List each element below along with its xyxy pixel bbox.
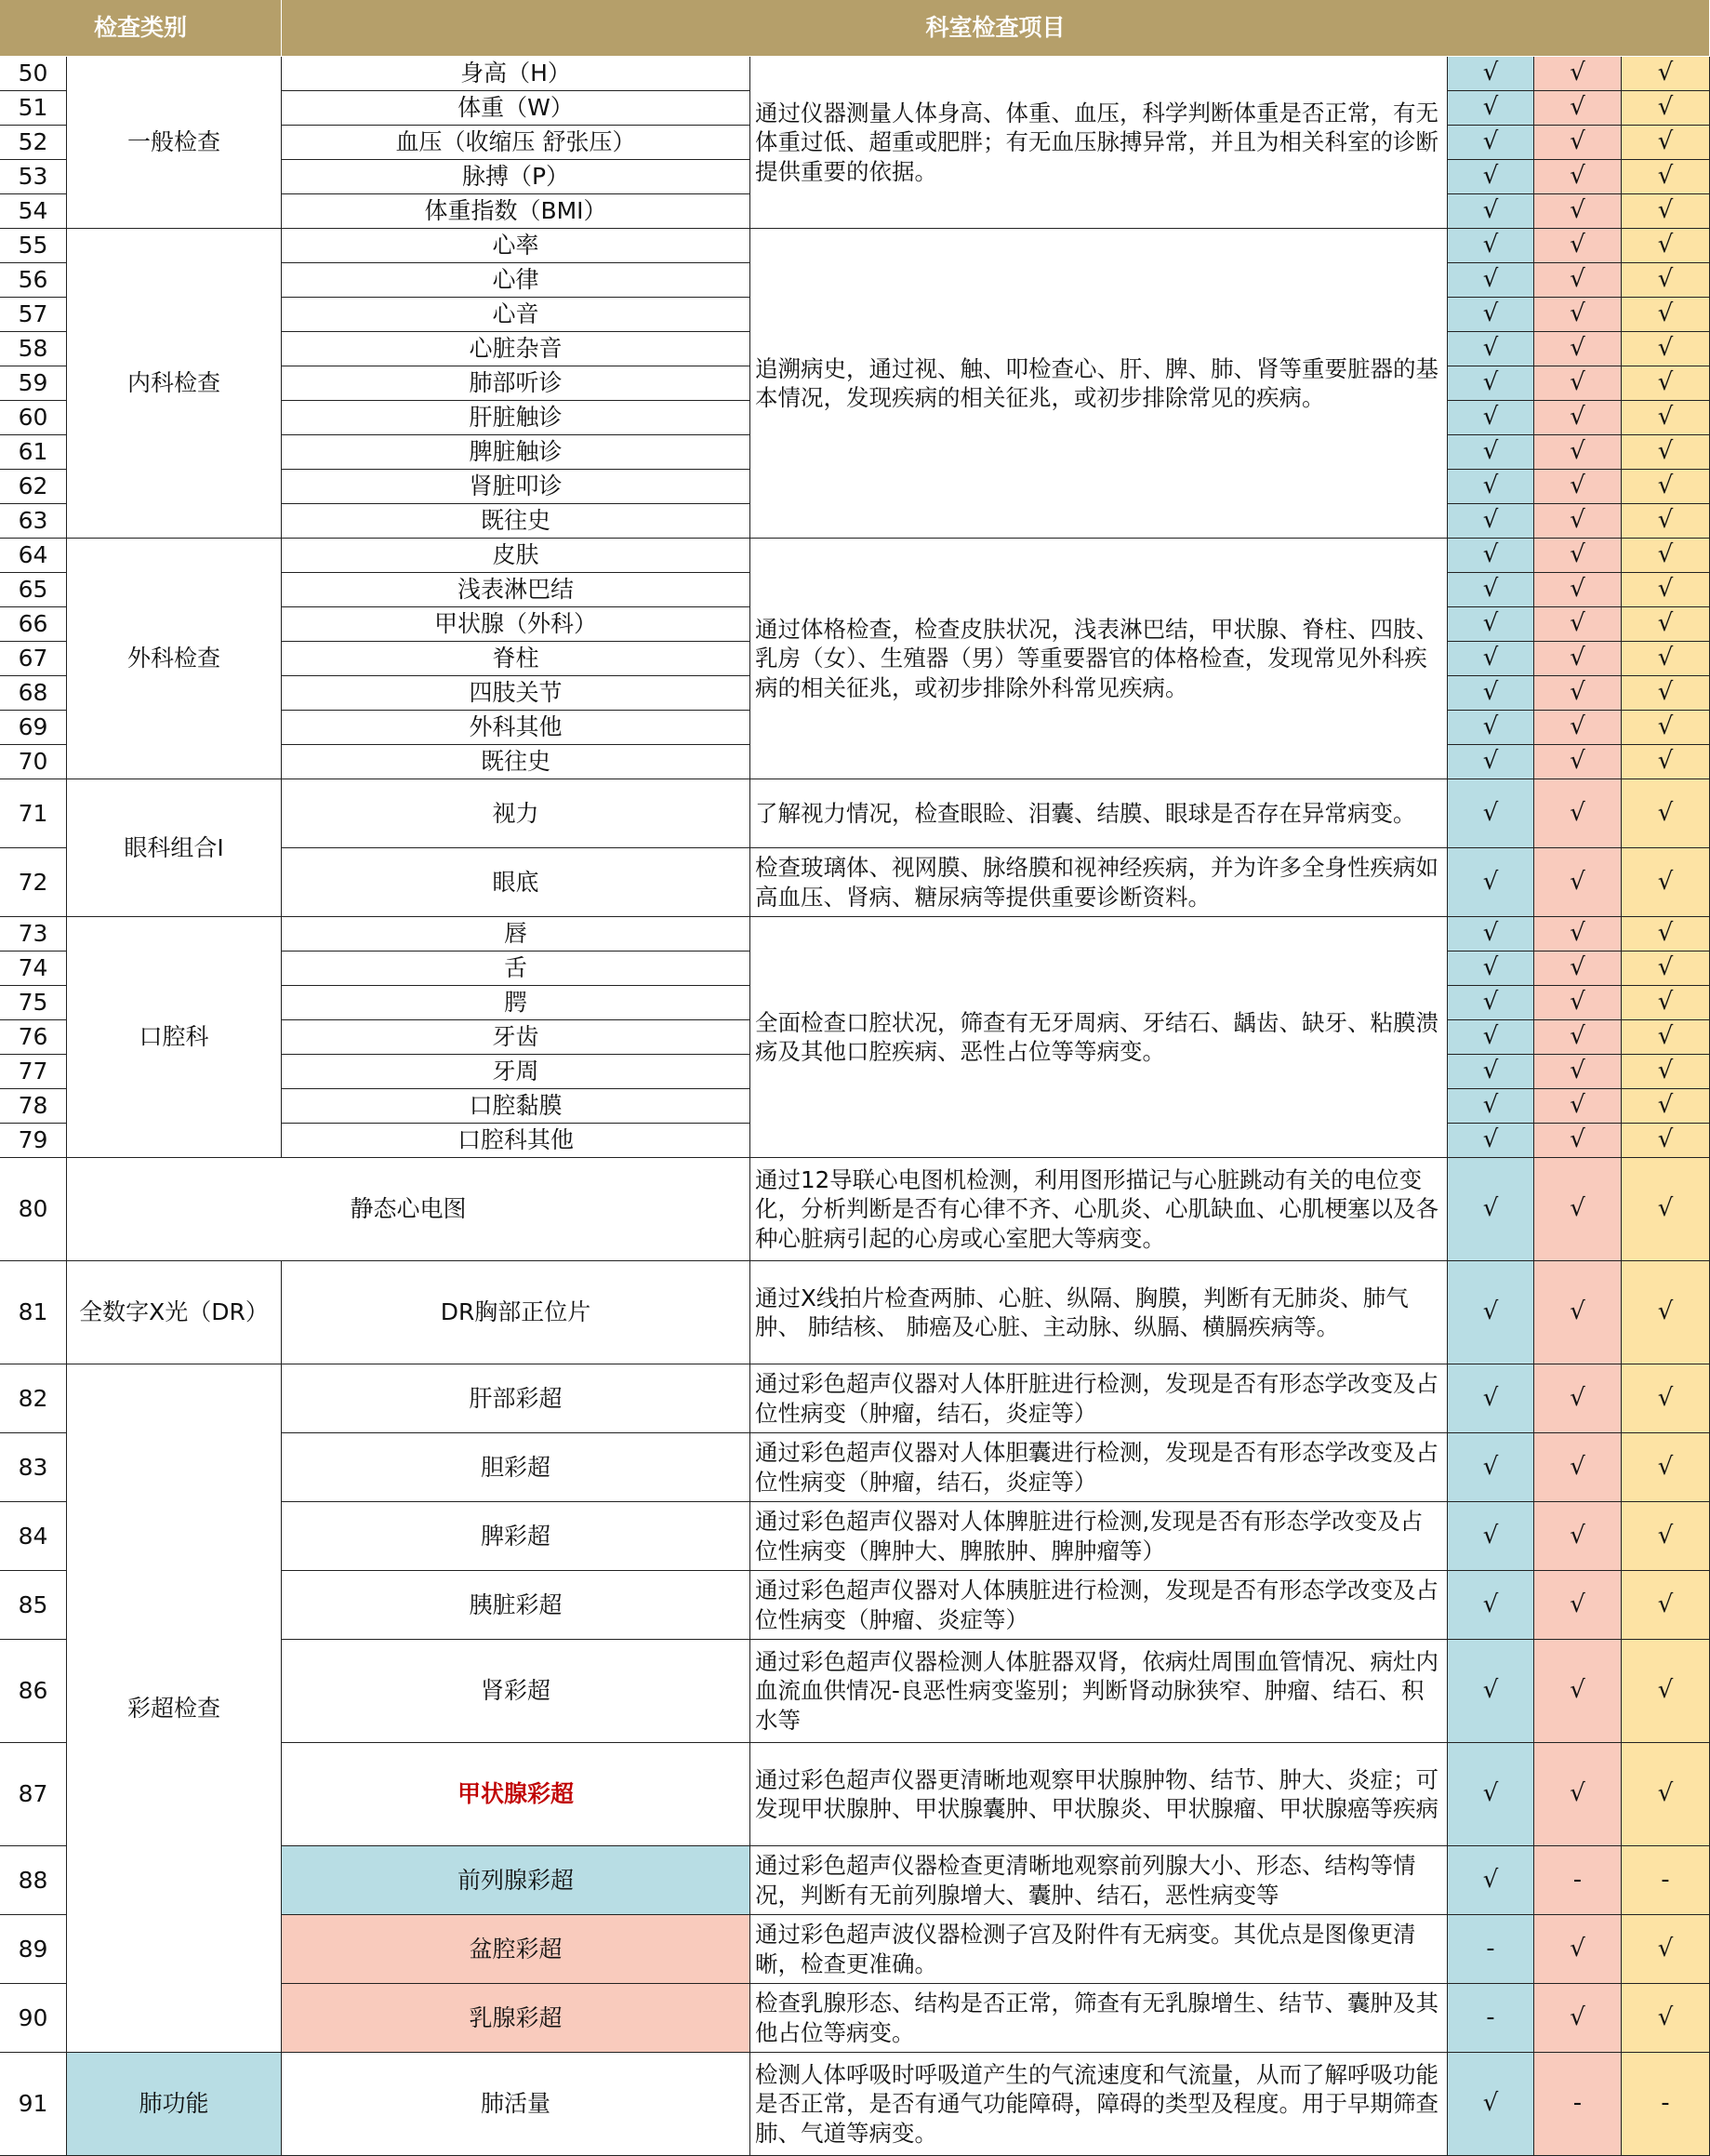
female-unmarried-mark: √ — [1622, 779, 1710, 848]
female-married-mark: √ — [1534, 952, 1622, 986]
male-mark: √ — [1448, 1261, 1534, 1364]
female-unmarried-mark: √ — [1622, 1743, 1710, 1846]
male-mark: √ — [1448, 711, 1534, 745]
female-married-mark: √ — [1534, 917, 1622, 952]
female-married-mark: √ — [1534, 194, 1622, 229]
female-unmarried-mark: √ — [1622, 126, 1710, 160]
female-unmarried-mark: √ — [1622, 1055, 1710, 1089]
row-number: 56 — [0, 263, 67, 298]
male-mark: √ — [1448, 2053, 1534, 2156]
male-mark: √ — [1448, 160, 1534, 194]
item-name: 肺活量 — [282, 2053, 750, 2156]
female-unmarried-mark: √ — [1622, 1915, 1710, 1984]
female-unmarried-mark: √ — [1622, 986, 1710, 1020]
item-name: 胰脏彩超 — [282, 1571, 750, 1640]
item-name: 前列腺彩超 — [282, 1846, 750, 1915]
item-name: 身高（H） — [282, 57, 750, 91]
female-married-mark: √ — [1534, 1433, 1622, 1502]
female-married-mark: √ — [1534, 126, 1622, 160]
male-mark: √ — [1448, 263, 1534, 298]
male-mark: √ — [1448, 332, 1534, 366]
female-unmarried-mark: √ — [1622, 366, 1710, 401]
male-mark: √ — [1448, 1158, 1534, 1261]
female-married-mark: √ — [1534, 1089, 1622, 1124]
female-unmarried-mark: √ — [1622, 676, 1710, 711]
item-name: 血压（收缩压 舒张压） — [282, 126, 750, 160]
row-number: 60 — [0, 401, 67, 435]
row-number: 50 — [0, 57, 67, 91]
row-number: 71 — [0, 779, 67, 848]
female-unmarried-mark: √ — [1622, 1433, 1710, 1502]
item-name: 牙周 — [282, 1055, 750, 1089]
item-name: 体重（W） — [282, 91, 750, 126]
item-name: 脾彩超 — [282, 1502, 750, 1571]
row-number: 78 — [0, 1089, 67, 1124]
male-mark: √ — [1448, 848, 1534, 917]
row-number: 52 — [0, 126, 67, 160]
female-married-mark: √ — [1534, 607, 1622, 642]
item-description: 通过X线拍片检查两肺、心脏、纵隔、胸膜，判断有无肺炎、肺气肿、 肺结核、 肺癌及心脏、主动脉、纵膈、横膈疾病等。 — [750, 1261, 1448, 1364]
male-mark: √ — [1448, 1089, 1534, 1124]
female-married-mark: √ — [1534, 401, 1622, 435]
female-unmarried-mark: √ — [1622, 1571, 1710, 1640]
female-married-mark: √ — [1534, 676, 1622, 711]
female-married-mark: √ — [1534, 1640, 1622, 1743]
male-mark: √ — [1448, 470, 1534, 504]
row-number: 73 — [0, 917, 67, 952]
female-unmarried-mark: √ — [1622, 1124, 1710, 1158]
female-married-mark: √ — [1534, 504, 1622, 539]
item-name: 心律 — [282, 263, 750, 298]
category-label: 一般检查 — [67, 57, 282, 229]
male-mark: √ — [1448, 1124, 1534, 1158]
row-number: 84 — [0, 1502, 67, 1571]
item-name: 脾脏触诊 — [282, 435, 750, 470]
male-mark: √ — [1448, 504, 1534, 539]
item-description: 检查玻璃体、视网膜、脉络膜和视神经疾病，并为许多全身性疾病如高血压、肾病、糖尿病等提供重要诊断资料。 — [750, 848, 1448, 917]
male-mark: √ — [1448, 126, 1534, 160]
male-mark: √ — [1448, 57, 1534, 91]
row-number: 88 — [0, 1846, 67, 1915]
female-married-mark: √ — [1534, 366, 1622, 401]
category-label: 彩超检查 — [67, 1364, 282, 2053]
male-mark: √ — [1448, 229, 1534, 263]
row-number: 67 — [0, 642, 67, 676]
female-unmarried-mark: √ — [1622, 160, 1710, 194]
item-description: 通过彩色超声仪器对人体胰脏进行检测，发现是否有形态学改变及占位性病变（肿瘤、炎症等） — [750, 1571, 1448, 1640]
female-married-mark: √ — [1534, 91, 1622, 126]
male-mark: √ — [1448, 1433, 1534, 1502]
row-number: 76 — [0, 1020, 67, 1055]
category-label: 眼科组合I — [67, 779, 282, 917]
female-married-mark: √ — [1534, 263, 1622, 298]
row-number: 54 — [0, 194, 67, 229]
female-married-mark: √ — [1534, 986, 1622, 1020]
female-unmarried-mark: √ — [1622, 1502, 1710, 1571]
item-description: 通过彩色超声仪器检测人体脏器双肾，依病灶周围血管情况、病灶内血流血供情况-良恶性病变鉴别；判断肾动脉狭窄、肿瘤、结石、积水等 — [750, 1640, 1448, 1743]
female-unmarried-mark: √ — [1622, 1640, 1710, 1743]
male-mark: - — [1448, 1915, 1534, 1984]
female-unmarried-mark: √ — [1622, 573, 1710, 607]
item-name: 外科其他 — [282, 711, 750, 745]
female-married-mark: √ — [1534, 573, 1622, 607]
male-mark: √ — [1448, 1640, 1534, 1743]
female-married-mark: √ — [1534, 1502, 1622, 1571]
item-name: 甲状腺彩超 — [282, 1743, 750, 1846]
row-number: 55 — [0, 229, 67, 263]
male-mark: √ — [1448, 952, 1534, 986]
male-mark: √ — [1448, 401, 1534, 435]
item-description: 通过彩色超声波仪器检测子宫及附件有无病变。其优点是图像更清晰，检查更准确。 — [750, 1915, 1448, 1984]
item-name: 脉搏（P） — [282, 160, 750, 194]
female-unmarried-mark: √ — [1622, 298, 1710, 332]
item-description: 通过体格检查，检查皮肤状况，浅表淋巴结，甲状腺、脊柱、四肢、乳房（女）、生殖器（男）等重要器官的体格检查，发现常见外科疾病的相关征兆，或初步排除外科常见疾病。 — [750, 539, 1448, 779]
female-married-mark: √ — [1534, 1364, 1622, 1433]
item-name: 眼底 — [282, 848, 750, 917]
female-unmarried-mark: √ — [1622, 607, 1710, 642]
row-number: 68 — [0, 676, 67, 711]
item-description: 通过彩色超声仪器对人体肝脏进行检测，发现是否有形态学改变及占位性病变（肿瘤，结石，炎症等） — [750, 1364, 1448, 1433]
item-name: 肾彩超 — [282, 1640, 750, 1743]
female-married-mark: √ — [1534, 848, 1622, 917]
item-name: DR胸部正位片 — [282, 1261, 750, 1364]
row-number: 63 — [0, 504, 67, 539]
female-unmarried-mark: √ — [1622, 229, 1710, 263]
item-description: 通过仪器测量人体身高、体重、血压，科学判断体重是否正常，有无体重过低、超重或肥胖；有无血压脉搏异常，并且为相关科室的诊断提供重要的依据。 — [750, 57, 1448, 229]
female-unmarried-mark: √ — [1622, 642, 1710, 676]
male-mark: √ — [1448, 435, 1534, 470]
female-unmarried-mark: √ — [1622, 504, 1710, 539]
female-married-mark: √ — [1534, 1984, 1622, 2053]
female-unmarried-mark: √ — [1622, 401, 1710, 435]
row-number: 85 — [0, 1571, 67, 1640]
female-married-mark: √ — [1534, 1743, 1622, 1846]
female-unmarried-mark: - — [1622, 2053, 1710, 2156]
item-name: 既往史 — [282, 745, 750, 779]
female-married-mark: √ — [1534, 1055, 1622, 1089]
item-name: 肺部听诊 — [282, 366, 750, 401]
row-number: 81 — [0, 1261, 67, 1364]
row-number: 64 — [0, 539, 67, 573]
row-number: 91 — [0, 2053, 67, 2156]
header-category: 检查类别 — [0, 0, 282, 57]
row-number: 87 — [0, 1743, 67, 1846]
row-number: 57 — [0, 298, 67, 332]
item-name: 心音 — [282, 298, 750, 332]
item-name: 乳腺彩超 — [282, 1984, 750, 2053]
female-married-mark: √ — [1534, 1571, 1622, 1640]
item-description: 通过彩色超声仪器检查更清晰地观察前列腺大小、形态、结构等情况，判断有无前列腺增大、囊肿、结石，恶性病变等 — [750, 1846, 1448, 1915]
female-unmarried-mark: √ — [1622, 194, 1710, 229]
female-unmarried-mark: √ — [1622, 539, 1710, 573]
item-description: 检查乳腺形态、结构是否正常，筛查有无乳腺增生、结节、囊肿及其他占位等病变。 — [750, 1984, 1448, 2053]
male-mark: √ — [1448, 1020, 1534, 1055]
row-number: 70 — [0, 745, 67, 779]
female-unmarried-mark: √ — [1622, 1364, 1710, 1433]
row-number: 58 — [0, 332, 67, 366]
female-married-mark: √ — [1534, 642, 1622, 676]
female-unmarried-mark: √ — [1622, 1089, 1710, 1124]
category-label: 内科检查 — [67, 229, 282, 539]
female-unmarried-mark: √ — [1622, 1984, 1710, 2053]
row-number: 69 — [0, 711, 67, 745]
male-mark: √ — [1448, 1743, 1534, 1846]
category-label: 口腔科 — [67, 917, 282, 1158]
female-unmarried-mark: √ — [1622, 1020, 1710, 1055]
female-unmarried-mark: - — [1622, 1846, 1710, 1915]
item-name: 心脏杂音 — [282, 332, 750, 366]
item-description: 了解视力情况，检查眼睑、泪囊、结膜、眼球是否存在异常病变。 — [750, 779, 1448, 848]
female-married-mark: √ — [1534, 57, 1622, 91]
female-unmarried-mark: √ — [1622, 745, 1710, 779]
category-label: 外科检查 — [67, 539, 282, 779]
male-mark: √ — [1448, 1846, 1534, 1915]
item-description: 追溯病史，通过视、触、叩检查心、肝、脾、肺、肾等重要脏器的基本情况，发现疾病的相关征兆，或初步排除常见的疾病。 — [750, 229, 1448, 539]
female-married-mark: √ — [1534, 539, 1622, 573]
female-married-mark: √ — [1534, 229, 1622, 263]
female-unmarried-mark: √ — [1622, 470, 1710, 504]
male-mark: √ — [1448, 1571, 1534, 1640]
row-number: 74 — [0, 952, 67, 986]
item-name: 浅表淋巴结 — [282, 573, 750, 607]
female-married-mark: √ — [1534, 711, 1622, 745]
item-description: 通过彩色超声仪器更清晰地观察甲状腺肿物、结节、肿大、炎症；可发现甲状腺肿、甲状腺囊肿、甲状腺炎、甲状腺瘤、甲状腺癌等疾病 — [750, 1743, 1448, 1846]
female-married-mark: √ — [1534, 779, 1622, 848]
male-mark: √ — [1448, 1055, 1534, 1089]
female-married-mark: √ — [1534, 332, 1622, 366]
female-unmarried-mark: √ — [1622, 1158, 1710, 1261]
male-mark: √ — [1448, 298, 1534, 332]
item-name: 体重指数（BMI） — [282, 194, 750, 229]
row-number: 59 — [0, 366, 67, 401]
female-unmarried-mark: √ — [1622, 1261, 1710, 1364]
item-name: 脊柱 — [282, 642, 750, 676]
female-unmarried-mark: √ — [1622, 848, 1710, 917]
item-name: 肝部彩超 — [282, 1364, 750, 1433]
row-number: 65 — [0, 573, 67, 607]
header-items: 科室检查项目 — [282, 0, 1710, 57]
male-mark: √ — [1448, 194, 1534, 229]
row-number: 82 — [0, 1364, 67, 1433]
female-married-mark: √ — [1534, 1261, 1622, 1364]
male-mark: √ — [1448, 607, 1534, 642]
item-name: 静态心电图 — [67, 1158, 750, 1261]
row-number: 77 — [0, 1055, 67, 1089]
item-name: 心率 — [282, 229, 750, 263]
item-description: 通过彩色超声仪器对人体胆囊进行检测，发现是否有形态学改变及占位性病变（肿瘤，结石，炎症等） — [750, 1433, 1448, 1502]
female-unmarried-mark: √ — [1622, 917, 1710, 952]
row-number: 72 — [0, 848, 67, 917]
item-name: 盆腔彩超 — [282, 1915, 750, 1984]
row-number: 83 — [0, 1433, 67, 1502]
item-name: 四肢关节 — [282, 676, 750, 711]
male-mark: √ — [1448, 366, 1534, 401]
male-mark: √ — [1448, 91, 1534, 126]
female-unmarried-mark: √ — [1622, 435, 1710, 470]
item-name: 口腔黏膜 — [282, 1089, 750, 1124]
item-name: 唇 — [282, 917, 750, 952]
item-name: 视力 — [282, 779, 750, 848]
row-number: 53 — [0, 160, 67, 194]
item-name: 肾脏叩诊 — [282, 470, 750, 504]
female-married-mark: √ — [1534, 1158, 1622, 1261]
row-number: 62 — [0, 470, 67, 504]
male-mark: √ — [1448, 1502, 1534, 1571]
male-mark: √ — [1448, 1364, 1534, 1433]
row-number: 80 — [0, 1158, 67, 1261]
row-number: 61 — [0, 435, 67, 470]
item-name: 甲状腺（外科） — [282, 607, 750, 642]
category-label: 全数字X光（DR） — [67, 1261, 282, 1364]
female-married-mark: - — [1534, 2053, 1622, 2156]
item-name: 牙齿 — [282, 1020, 750, 1055]
item-description: 检测人体呼吸时呼吸道产生的气流速度和气流量，从而了解呼吸功能是否正常，是否有通气功能障碍，障碍的类型及程度。用于早期筛查肺、气道等病变。 — [750, 2053, 1448, 2156]
category-label: 肺功能 — [67, 2053, 282, 2156]
row-number: 51 — [0, 91, 67, 126]
male-mark: √ — [1448, 779, 1534, 848]
item-description: 全面检查口腔状况，筛查有无牙周病、牙结石、龋齿、缺牙、粘膜溃疡及其他口腔疾病、恶性占位等等病变。 — [750, 917, 1448, 1158]
item-name: 胆彩超 — [282, 1433, 750, 1502]
female-married-mark: √ — [1534, 160, 1622, 194]
female-unmarried-mark: √ — [1622, 952, 1710, 986]
female-married-mark: √ — [1534, 470, 1622, 504]
female-married-mark: - — [1534, 1846, 1622, 1915]
female-married-mark: √ — [1534, 1915, 1622, 1984]
female-married-mark: √ — [1534, 298, 1622, 332]
item-name: 腭 — [282, 986, 750, 1020]
row-number: 75 — [0, 986, 67, 1020]
female-married-mark: √ — [1534, 1124, 1622, 1158]
item-description: 通过彩色超声仪器对人体脾脏进行检测,发现是否有形态学改变及占位性病变（脾肿大、脾脓肿、脾肿瘤等） — [750, 1502, 1448, 1571]
item-name: 肝脏触诊 — [282, 401, 750, 435]
female-married-mark: √ — [1534, 745, 1622, 779]
item-name: 口腔科其他 — [282, 1124, 750, 1158]
female-unmarried-mark: √ — [1622, 711, 1710, 745]
male-mark: √ — [1448, 642, 1534, 676]
row-number: 79 — [0, 1124, 67, 1158]
female-unmarried-mark: √ — [1622, 57, 1710, 91]
female-married-mark: √ — [1534, 435, 1622, 470]
female-married-mark: √ — [1534, 1020, 1622, 1055]
male-mark: - — [1448, 1984, 1534, 2053]
row-number: 86 — [0, 1640, 67, 1743]
row-number: 66 — [0, 607, 67, 642]
male-mark: √ — [1448, 745, 1534, 779]
male-mark: √ — [1448, 676, 1534, 711]
item-name: 舌 — [282, 952, 750, 986]
male-mark: √ — [1448, 917, 1534, 952]
item-name: 既往史 — [282, 504, 750, 539]
male-mark: √ — [1448, 986, 1534, 1020]
male-mark: √ — [1448, 573, 1534, 607]
item-name: 皮肤 — [282, 539, 750, 573]
row-number: 90 — [0, 1984, 67, 2053]
item-description: 通过12导联心电图机检测，利用图形描记与心脏跳动有关的电位变化，分析判断是否有心律不齐、心肌炎、心肌缺血、心肌梗塞以及各种心脏病引起的心房或心室肥大等病变。 — [750, 1158, 1448, 1261]
female-unmarried-mark: √ — [1622, 91, 1710, 126]
male-mark: √ — [1448, 539, 1534, 573]
row-number: 89 — [0, 1915, 67, 1984]
female-unmarried-mark: √ — [1622, 332, 1710, 366]
female-unmarried-mark: √ — [1622, 263, 1710, 298]
